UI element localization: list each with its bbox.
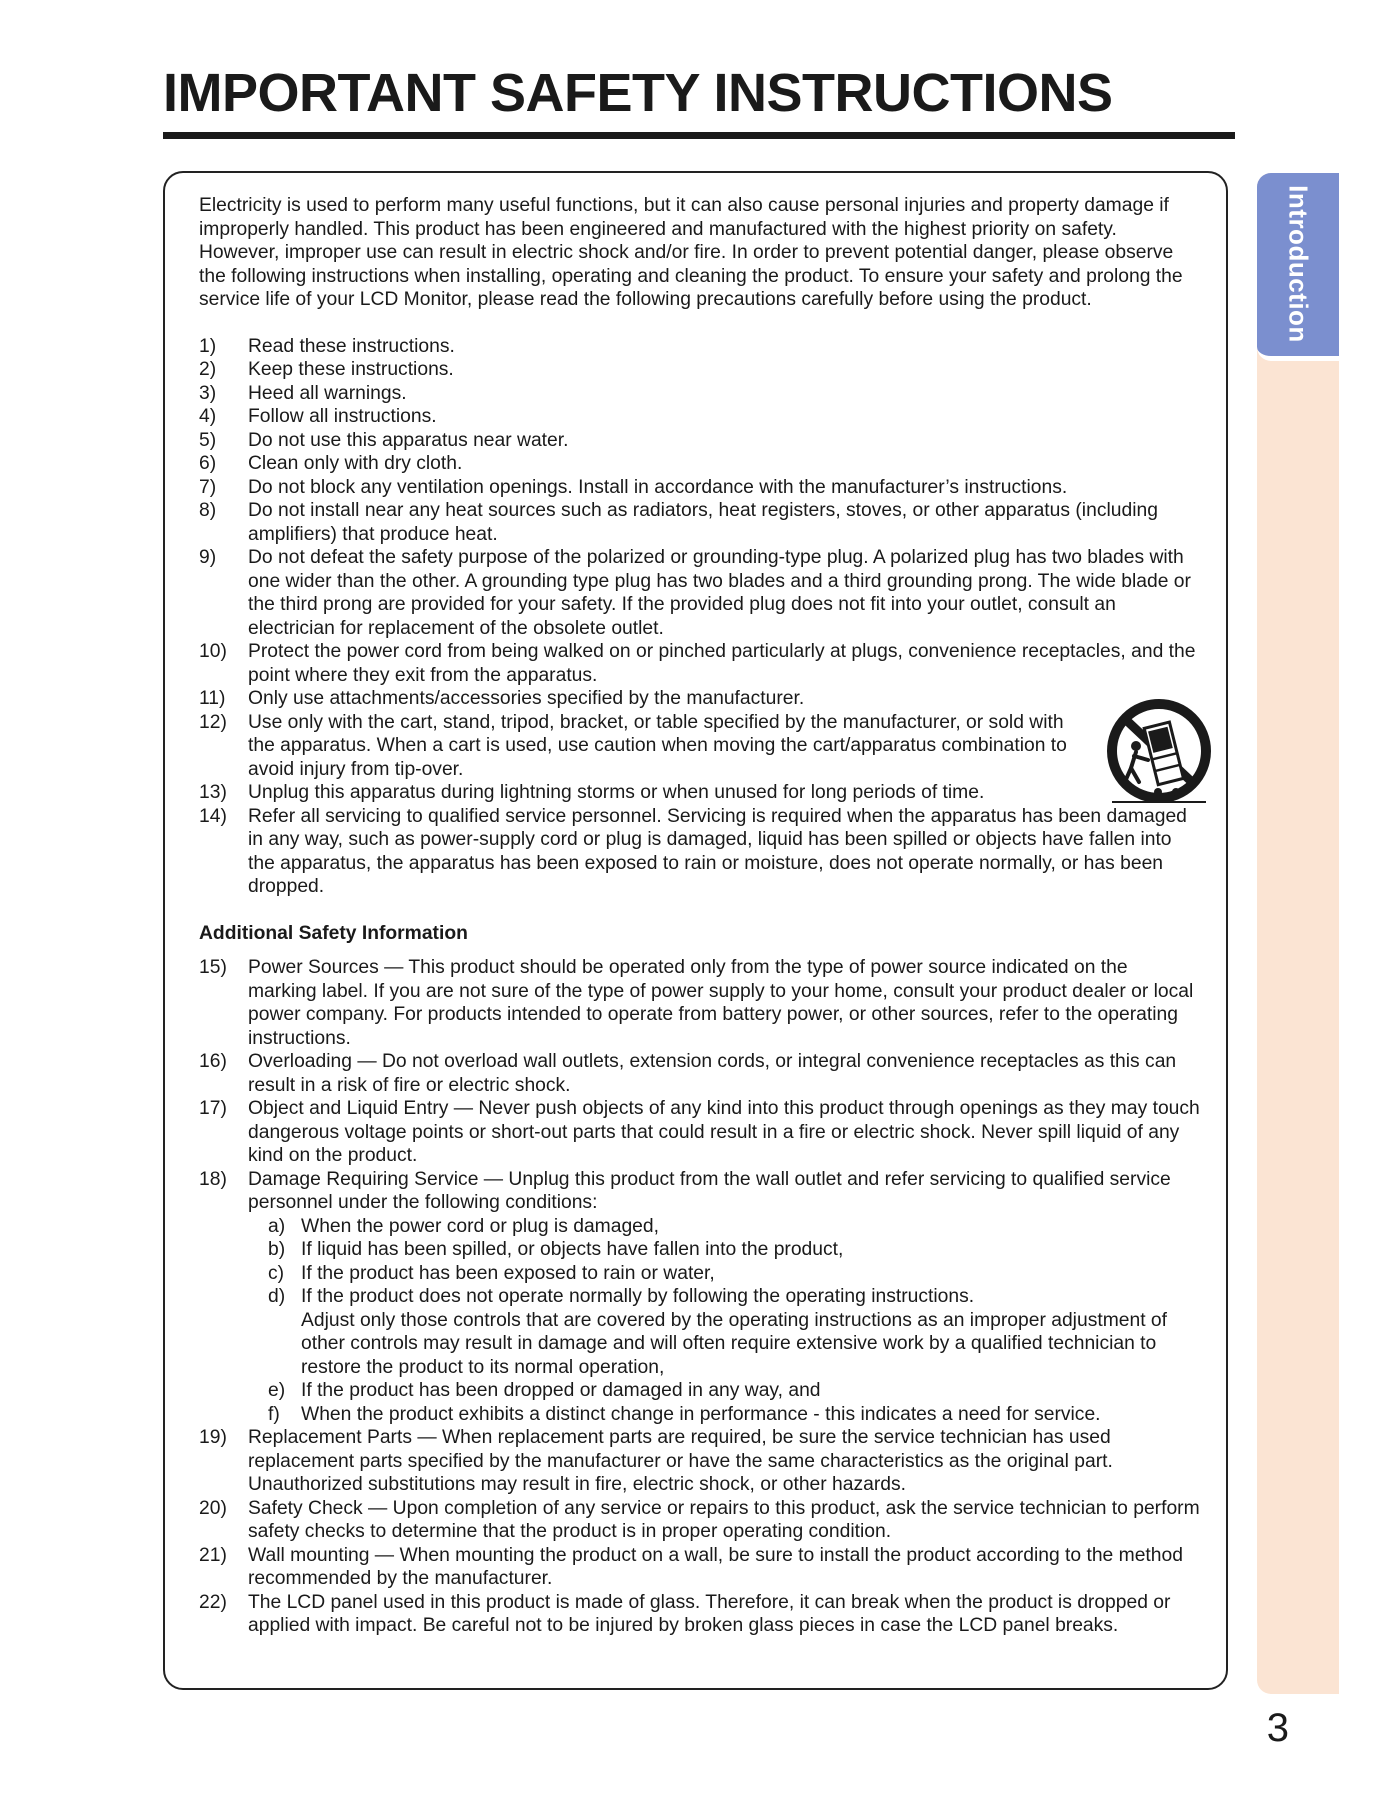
sub-item-letter: f) (268, 1403, 280, 1425)
item-text: Read these instructions. (248, 335, 455, 357)
item-number: 18) (199, 1168, 227, 1190)
item-text: Refer all servicing to qualified service personnel. Servicing is required when the apparatus has been damaged in any way, such as power-supply cord or plug is damaged, liquid has been spilled or objects have fallen into the apparatus, the apparatus has been exposed to rain or moisture, does not operate normally, or has been dropped. (248, 805, 1187, 897)
item-number: 19) (199, 1427, 227, 1448)
list-item (199, 476, 1201, 500)
item-text: Object and Liquid Entry — Never push objects of any kind into this product through openings as they may touch dangerous voltage points or short-out parts that could result in a fire or electric shock. Never spill liquid of any kind on the product. (248, 1098, 1200, 1166)
sub-list-item (268, 1262, 1201, 1286)
title-rule (163, 132, 1235, 139)
list-item (199, 687, 1201, 711)
list-item (199, 1050, 1201, 1097)
sub-list-item (268, 1238, 1201, 1262)
list-item (199, 1591, 1201, 1638)
sub-item-text: When the product exhibits a distinct change in performance - this indicates a need for service. (301, 1403, 1101, 1425)
list-item (199, 956, 1201, 1050)
item-text: Unplug this apparatus during lightning storms or when unused for long periods of time. (248, 782, 985, 803)
item-number: 6) (199, 453, 217, 474)
sub-list-item (268, 1215, 1201, 1239)
instructions-box (163, 171, 1228, 1690)
additional-safety-list (199, 956, 1201, 1638)
item-number: 16) (199, 1051, 227, 1072)
sub-item-text: If the product has been exposed to rain or water, (301, 1262, 715, 1284)
item-number: 3) (199, 382, 217, 404)
sub-list-item (268, 1403, 1201, 1427)
sub-item-text: If liquid has been spilled, or objects have fallen into the product, (301, 1239, 844, 1260)
sub-item-letter: c) (268, 1262, 285, 1284)
item-text: Do not block any ventilation openings. Install in accordance with the manufacturer’s instructions. (248, 476, 1068, 498)
list-item (199, 382, 1201, 406)
item-number: 2) (199, 359, 217, 380)
item-text: Replacement Parts — When replacement parts are required, be sure the service technician has used replacement parts specified by the manufacturer or have the same characteristics as the original part. Unauthorized substitutions may result in fire, electric shock, or other hazards. (248, 1427, 1113, 1495)
list-item (199, 499, 1201, 546)
list-item (199, 358, 1201, 382)
item-number: 17) (199, 1098, 227, 1119)
item-text: The LCD panel used in this product is made of glass. Therefore, it can break when the product is dropped or applied with impact. Be careful not to be injured by broken glass pieces in case the LCD panel breaks. (248, 1591, 1171, 1636)
item-text: Wall mounting — When mounting the product on a wall, be sure to install the product according to the method recommended by the manufacturer. (248, 1544, 1183, 1589)
section-side-tab-label: Introduction (1283, 185, 1314, 343)
page-title: IMPORTANT SAFETY INSTRUCTIONS (163, 63, 1113, 123)
item-text: Safety Check — Upon completion of any service or repairs to this product, ask the service technician to perform safety checks to determine that the product is in proper operating condition. (248, 1497, 1200, 1542)
item-number: 13) (199, 782, 227, 803)
condition-list (248, 1215, 1201, 1427)
sub-list-item (268, 1379, 1201, 1403)
item-number: 1) (199, 335, 217, 357)
instructions-content (199, 194, 1201, 1638)
item-number: 14) (199, 805, 227, 827)
list-item (199, 1497, 1201, 1544)
item-number: 21) (199, 1544, 227, 1566)
sub-item-letter: d) (268, 1286, 286, 1307)
list-item (199, 640, 1201, 687)
item-text: Damage Requiring Service — Unplug this product from the wall outlet and refer servicing to qualified service personnel under the following conditions: (248, 1168, 1171, 1213)
list-item (199, 429, 1201, 453)
list-item (199, 546, 1201, 640)
intro-paragraph: Electricity is used to perform many useful functions, but it can also cause personal injuries and property damage if improperly handled. This product has been engineered and manufactured with the highest priority on safety. However, improper use can result in electric shock and/or fire. In order to prevent potential danger, please observe the following instructions when installing, operating and cleaning the product. To ensure your safety and prolong the service life of your LCD Monitor, please read the following precautions carefully before using the product. (199, 195, 1183, 310)
item-text: Only use attachments/accessories specified by the manufacturer. (248, 688, 805, 709)
item-number: 7) (199, 476, 217, 498)
sub-item-letter: b) (268, 1239, 286, 1260)
list-item (199, 405, 1201, 429)
item-body (248, 1168, 1201, 1427)
item-number: 5) (199, 429, 217, 451)
list-item (199, 805, 1201, 899)
list-item (199, 335, 1201, 359)
section-side-tab[interactable] (1257, 173, 1339, 1694)
list-item (199, 1426, 1201, 1497)
sub-item-text: If the product has been dropped or damaged in any way, and (301, 1380, 821, 1401)
item-text: Do not install near any heat sources such as radiators, heat registers, stoves, or other apparatus (including amplifiers) that produce heat. (248, 500, 1158, 545)
sub-list-item (268, 1285, 1201, 1379)
item-text: Clean only with dry cloth. (248, 453, 463, 474)
item-number: 20) (199, 1497, 227, 1519)
item-text: Overloading — Do not overload wall outlets, extension cords, or integral convenience receptacles as this can result in a risk of fire or electric shock. (248, 1051, 1177, 1096)
list-item (199, 452, 1201, 476)
list-item (199, 1097, 1201, 1168)
item-text: Follow all instructions. (248, 406, 437, 427)
sub-item-text: When the power cord or plug is damaged, (301, 1215, 659, 1237)
list-item (199, 781, 1201, 805)
item-text: Heed all warnings. (248, 382, 407, 404)
item-number: 12) (199, 711, 227, 733)
cart-tip-over-warning-icon (1104, 696, 1214, 814)
instruction-list (199, 335, 1201, 899)
item-text: Use only with the cart, stand, tripod, bracket, or table specified by the manufacturer, or sold with the apparatus. When a cart is used, use caution when moving the cart/apparatus combination to avoid injury from tip-over. (248, 711, 1067, 780)
item-text: Do not defeat the safety purpose of the polarized or grounding-type plug. A polarized plug has two blades with one wider than the other. A grounding type plug has two blades and a third grounding prong. The wide blade or the third prong are provided for your safety. If the provided plug does not fit into your outlet, consult an electrician for replacement of the obsolete outlet. (248, 547, 1191, 639)
item-text: Keep these instructions. (248, 359, 454, 380)
additional-safety-heading: Additional Safety Information (199, 922, 468, 944)
item-number: 9) (199, 547, 217, 568)
item-text: Power Sources — This product should be operated only from the type of power source indicated on the marking label. If you are not sure of the type of power supply to your home, consult your product dealer or local power company. For products intended to operate from battery power, or other sources, refer to the operating instructions. (248, 957, 1194, 1049)
page-number: 3 (1266, 1706, 1289, 1750)
sub-item-letter: a) (268, 1215, 286, 1237)
item-number: 15) (199, 957, 227, 978)
sub-item-body (301, 1285, 1201, 1379)
item-number: 22) (199, 1591, 227, 1613)
item-number: 4) (199, 406, 217, 427)
item-number: 10) (199, 641, 227, 662)
section-side-tab-head (1257, 173, 1339, 361)
item-text: Protect the power cord from being walked on or pinched particularly at plugs, convenience receptacles, and the point where they exit from the apparatus. (248, 641, 1196, 686)
sub-item-text: If the product does not operate normally by following the operating instructions. (301, 1286, 975, 1307)
sub-item-letter: e) (268, 1380, 286, 1401)
list-item (199, 711, 1201, 782)
item-number: 11) (199, 688, 226, 709)
list-item (199, 1168, 1201, 1427)
list-item (199, 1544, 1201, 1591)
sub-item-extra-text: Adjust only those controls that are covered by the operating instructions as an improper adjustment of other controls may result in damage and will often require extensive work by a qualified technician to restore the product to its normal operation, (301, 1309, 1167, 1378)
item-text: Do not use this apparatus near water. (248, 429, 569, 451)
item-number: 8) (199, 500, 217, 521)
